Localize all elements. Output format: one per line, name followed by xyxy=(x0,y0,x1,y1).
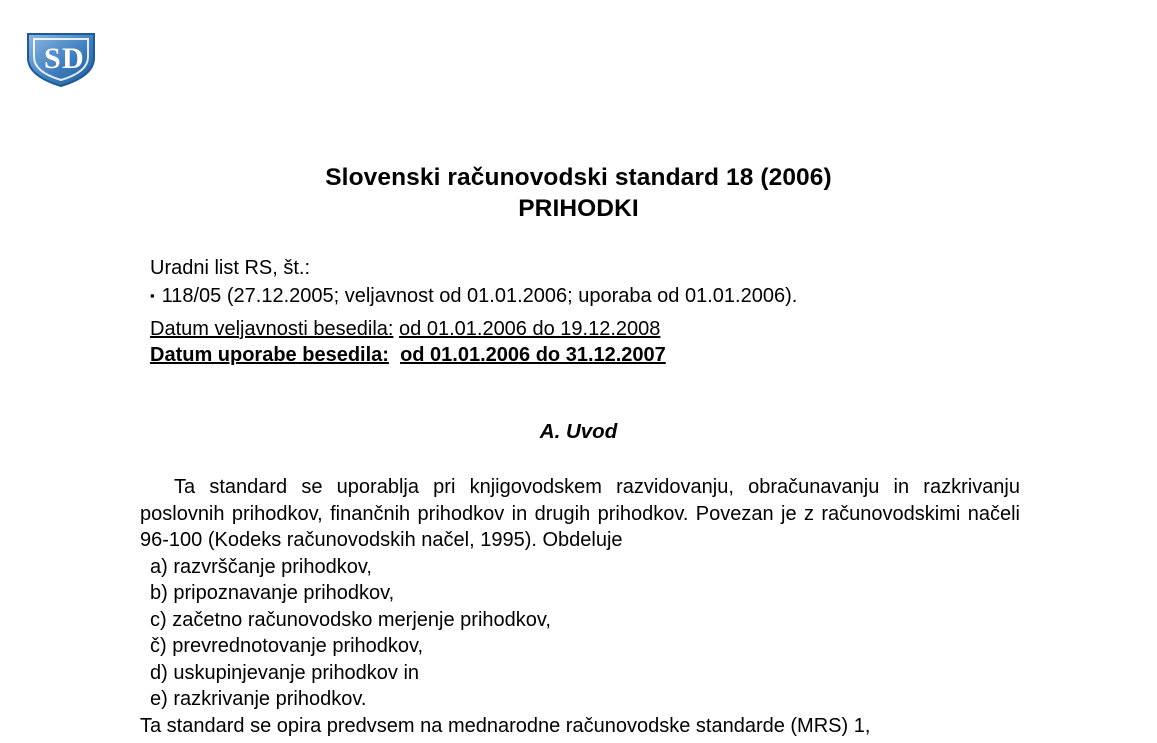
page-title xyxy=(0,162,1157,224)
validity-row xyxy=(150,316,1050,342)
list-item: č) prevrednotovanje prihodkov, xyxy=(150,635,424,657)
gazette-label: Uradni list RS, št.: xyxy=(150,257,311,279)
validity-label: Datum veljavnosti besedila: xyxy=(150,318,394,340)
list-item: e) razkrivanje prihodkov. xyxy=(150,688,367,710)
dates-block xyxy=(150,316,1050,368)
gazette-block xyxy=(150,255,1050,310)
svg-text:D: D xyxy=(62,42,84,75)
gazette-bullet-item xyxy=(150,282,1050,310)
usage-label: Datum uporabe besedila: xyxy=(150,344,389,366)
svg-text:S: S xyxy=(44,42,61,75)
list-item: a) razvrščanje prihodkov, xyxy=(150,555,372,578)
title-line-1: Slovenski računovodski standard 18 (2006) xyxy=(325,164,832,191)
list-item: d) uskupinjevanje prihodkov in xyxy=(150,661,420,684)
sd-logo xyxy=(22,28,100,90)
tail-line: Ta standard se opira predvsem na mednarodne računovodske standarde (MRS) 1, xyxy=(140,714,871,737)
validity-value: od 01.01.2006 do 19.12.2008 xyxy=(399,318,661,340)
square-bullet-icon: ▪ xyxy=(150,288,155,303)
intro-paragraph: Ta standard se uporablja pri knjigovodskem razvidovanju, obračunavanju in razkrivanju poslovnih prihodkov, finančnih prihodkov in drugih prihodkov. Povezan je z računovodskimi načeli 96-100 (Kodeks računovodskih načel, 1995). Obdeluje xyxy=(140,476,1020,551)
list-item: c) začetno računovodsko merjenje prihodkov, xyxy=(150,608,551,631)
list-item: b) pripoznavanje prihodkov, xyxy=(150,582,395,604)
title-line-2: PRIHODKI xyxy=(518,195,639,222)
section-heading: A. Uvod xyxy=(539,420,618,443)
sd-logo-icon xyxy=(22,28,100,90)
usage-row xyxy=(150,342,1050,368)
usage-value: od 01.01.2006 do 31.12.2007 xyxy=(400,344,666,366)
intro-section xyxy=(140,474,1020,739)
gazette-bullet-text: 118/05 (27.12.2005; veljavnost od 01.01.2006; uporaba od 01.01.2006). xyxy=(161,285,798,307)
